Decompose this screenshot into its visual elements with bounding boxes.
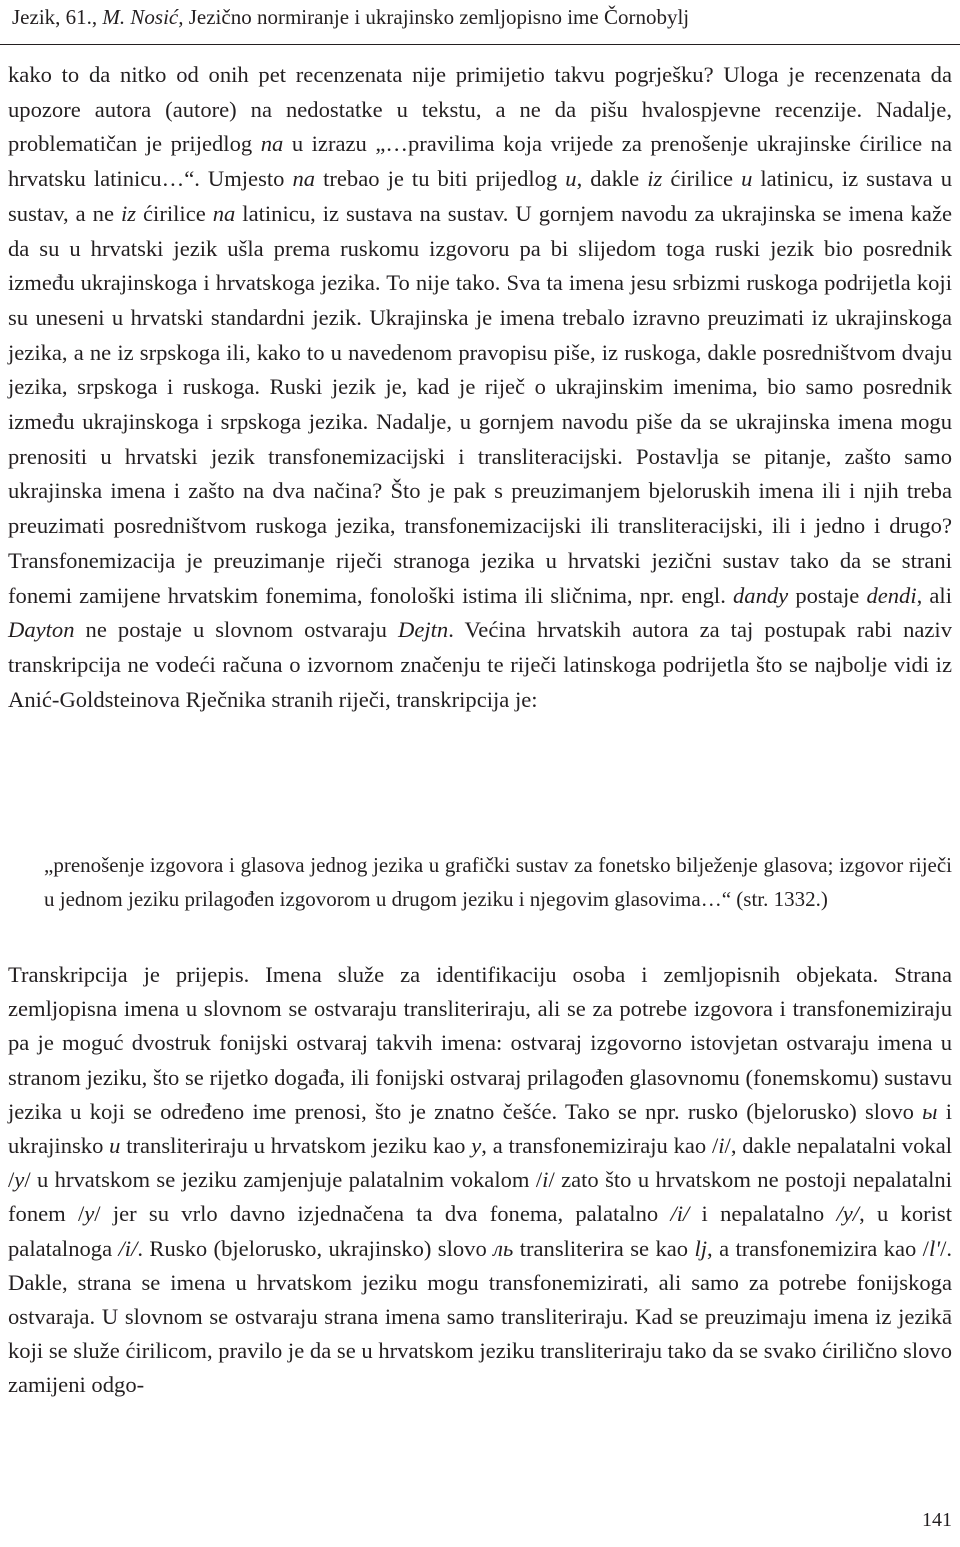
text-run: postaje — [788, 582, 867, 608]
text-run: i nepalatalno — [689, 1201, 837, 1227]
running-header — [12, 4, 948, 30]
italic-term: u — [741, 166, 753, 192]
text-run: , u korist palatalnoga — [8, 1201, 952, 1261]
text-run: trebao je tu biti prijedlog — [315, 166, 566, 192]
text-run: ćirilice — [136, 200, 213, 226]
italic-term: /y/ — [836, 1201, 860, 1227]
italic-term: /i/ — [670, 1201, 690, 1227]
italic-term: y — [84, 1201, 95, 1227]
text-run: . Rusko (bjelorusko, ukrajinsko) slovo — [137, 1235, 494, 1261]
italic-term: /i/ — [118, 1235, 138, 1261]
text-run: , a transfonemiziraju kao / — [481, 1133, 719, 1159]
quote-text: „prenošenje izgovora i glasova jednog jezika u grafički sustav za fonetsko bilježenje glasova; izgovor riječi u jednom jeziku prilagođen izgovorom u drugom jeziku i njegovim glasovima…“ (str. 1332.) — [44, 853, 952, 912]
text-run: , ali — [916, 582, 952, 608]
italic-term: lj — [694, 1235, 708, 1261]
text-run: ne postaje u slovnom ostvaraju — [74, 617, 398, 643]
italic-term: i — [718, 1133, 725, 1159]
italic-term: l' — [928, 1235, 941, 1261]
text-run: / zato što u hrvatskom ne postoji nepalatalni fonem / — [8, 1167, 952, 1227]
italic-term: dendi — [866, 582, 917, 608]
italic-term: iz — [647, 166, 663, 192]
paragraph-2 — [8, 958, 952, 1403]
text-run: / u hrvatskom se jeziku zamjenjuje palatalnim vokalom / — [24, 1167, 543, 1193]
italic-term: Dejtn — [398, 617, 449, 643]
header-author: M. Nosić, — [102, 5, 184, 29]
page-number: 141 — [922, 1509, 952, 1531]
italic-term: iz — [120, 200, 137, 226]
text-run: Transkripcija je prijepis. Imena služe za identifikaciju osoba i zemljopisnih objekata. Strana zemljopisna imena u slovnom se ostvaraju transliteriraju, ali se za potrebe izgovora i transfonemiziraju pa je moguć dvostruk fonijski ostvaraj takvih imena: ostvaraj izgovorno istovjetan ostvaraju imena u stranom jeziku, što se rijetko događa, ili fonijski ostvaraj prilagođen glasovnomu (fonemskomu) sustavu jezika u koji se određeno ime prenosi, što je znatno češće. Tako se npr. rusko (bjelorusko) slovo — [8, 962, 952, 1124]
text-run: i ukrajinsko — [8, 1098, 952, 1159]
text-run: . Većina hrvatskih autora za taj postupak rabi naziv transkripcija ne vodeći računa o izvornom značenju te riječi latinskoga podrijetla što se najbolje vidi iz Anić-Goldsteinova Rječnika stranih riječi, transkripcija je: — [8, 617, 952, 712]
text-run: latinicu, iz sustava na sustav. U gornjem navodu za ukrajinska se imena kaže da su u hrvatski jezik ušla prema ruskomu izgovoru pa bi slijedom toga ruski jezik bio posrednik između ukrajinskoga i hrvatskoga jezika. To nije tako. Sva ta imena jesu srbizmi ruskoga podrijetla koji su uneseni u hrvatski standardni jezik. Ukrajinska je imena trebalo izravno preuzimati iz ukrajinskoga jezika, a ne iz srpskoga ili, kako to u navedenom pravopisu piše, iz ruskoga, dakle posredništvom dvaju jezika, srpskoga i ruskoga. Ruski jezik je, kad je riječ o ukrajinskim imenima, bio samo posrednik između ukrajinskoga i srpskoga jezika. Nadalje, u gornjem navodu piše da se ukrajinska imena mogu prenositi u hrvatski jezik transfonemizacijski i transliteracijski. Postavlja se pitanje, zašto samo ukrajinska imena i zašto na dva načina? Što je pak s preuzimanjem bjeloruskih imena ili i njih treba preuzimati posredništvom ruskoga jezika, transfonemizacijski ili transliteracijski, ili i jedno i drugo? Transfonemizacija je preuzimanje riječi stranoga jezika u hrvatski jezični sustav tako da se strani fonemi zamijene hrvatskim fonemima, fonološki istima ili sličnima, npr. engl. — [8, 200, 952, 608]
header-title: Jezično normiranje i ukrajinsko zemljopisno ime Čornobylj — [183, 5, 690, 29]
text-run: ćirilice — [662, 166, 742, 192]
text-run: /. Dakle, strana se imena u hrvatskom jeziku mogu transfonemizirati, ali samo za potrebe fonijskoga ostvaraja. U slovnom se ostvaraju strana imena samo transliteriraju. Kad se preuzimaju imena iz jezikā koji se služe ćirilicom, pravilo je da se u hrvatskom jeziku transliteriraju tako da se svako ćirilično slovo zamijeni odgo- — [8, 1235, 952, 1398]
italic-term: ль — [493, 1235, 514, 1261]
text-run: u izrazu „…pravilima koja vrijede za prenošenje ukrajinske ćirilice na hrvatsku latinicu…“. Umjesto — [8, 131, 952, 192]
text-run: / jer su vrlo davno izjednačena ta dva fonema, palatalno — [94, 1201, 671, 1227]
italic-term: y — [471, 1133, 482, 1159]
text-run: latinicu, iz sustava u sustav, a ne — [8, 166, 953, 226]
block-quote — [44, 848, 952, 916]
italic-term: dandy — [732, 582, 789, 608]
text-run: /, dakle nepalatalni vokal / — [8, 1133, 952, 1193]
text-run: transliterira se kao — [513, 1235, 695, 1261]
italic-term: y — [14, 1167, 25, 1193]
italic-term: na — [260, 131, 284, 157]
text-run: , dakle — [576, 166, 648, 192]
italic-term: na — [212, 200, 236, 226]
text-run: transliteriraju u hrvatskom jeziku kao — [120, 1133, 472, 1159]
italic-term: и — [109, 1133, 121, 1159]
text-run: , a transfonemizira kao / — [707, 1235, 929, 1261]
text-run: kako to da nitko od onih pet recenzenata nije primijetio takvu pogrješku? Uloga je recenzenata da upozore autora (autore) na nedostatke u tekstu, a ne da pišu hvalospjevne recenzije. Nadalje, problematičan je prijedlog — [8, 62, 952, 157]
italic-term: u — [565, 166, 577, 192]
italic-term: na — [292, 166, 316, 192]
italic-term: Dayton — [8, 617, 75, 643]
paragraph-1 — [8, 58, 952, 717]
header-rule — [0, 44, 960, 45]
header-journal: Jezik, 61., — [12, 5, 103, 29]
italic-term: i — [542, 1167, 549, 1193]
italic-term: ы — [922, 1098, 938, 1124]
body-paragraph-1 — [8, 58, 952, 717]
body-paragraph-2 — [8, 958, 952, 1403]
